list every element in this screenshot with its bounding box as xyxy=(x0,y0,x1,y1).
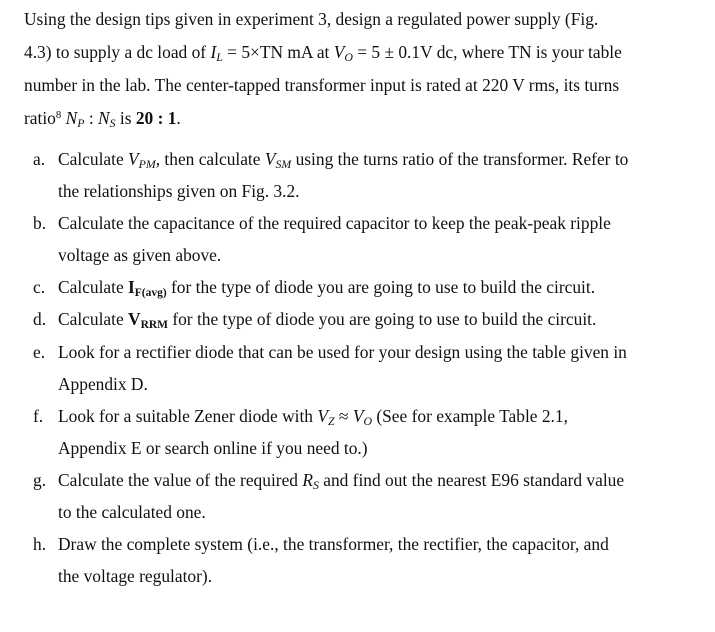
item-line: the relationships given on Fig. 3.2. xyxy=(58,181,300,202)
load-current-symbol: $I_L$ xyxy=(210,42,223,64)
item-line: Appendix D. xyxy=(58,373,148,394)
vsm-symbol: $V_{SM}$ xyxy=(264,149,292,171)
vrrm-symbol: VRRM xyxy=(128,309,168,332)
item-line: Calculate the value of the required $R_S$ and find out the nearest E96 standard value xyxy=(58,469,625,492)
secondary-turns-symbol: $N_S$ xyxy=(98,108,116,130)
list-item xyxy=(0,400,715,464)
list-marker: h. xyxy=(33,534,47,555)
item-line: Calculate the capacitance of the required capacitor to keep the peak-peak ripple xyxy=(58,213,611,234)
item-line: to the calculated one. xyxy=(58,502,206,523)
list-item xyxy=(0,336,715,400)
rs-symbol: $R_S$ xyxy=(302,469,319,492)
intro-paragraph xyxy=(24,3,704,135)
vz-symbol: $V_Z$ xyxy=(317,405,335,428)
if-avg-symbol: IF(avg) xyxy=(128,277,167,300)
intro-line-2 xyxy=(24,36,704,69)
primary-turns-symbol: $N_P$ xyxy=(65,108,85,130)
task-list xyxy=(0,143,715,592)
vo-symbol: $V_O$ xyxy=(352,405,372,428)
item-line: Draw the complete system (i.e., the transformer, the rectifier, the capacitor, and xyxy=(58,534,609,555)
vpm-symbol: $V_{PM}$ xyxy=(128,149,156,171)
intro-text: 4.3) to supply a dc load of xyxy=(24,42,211,62)
turns-ratio-value: 20 : 1 xyxy=(135,108,177,128)
list-marker: a. xyxy=(33,149,46,169)
list-item xyxy=(0,464,715,528)
list-item xyxy=(0,528,715,592)
intro-line-3: number in the lab. The center-tapped transformer input is rated at 220 V rms, its turns xyxy=(24,75,620,95)
item-line: the voltage regulator). xyxy=(58,566,213,587)
item-line: Calculate $V_{PM}$, then calculate $V_{SM}$ using the turns ratio of the transformer. Refer to xyxy=(58,149,629,171)
list-marker: c. xyxy=(33,277,46,298)
output-voltage-symbol: $V_O$ xyxy=(333,42,353,64)
intro-line-1: Using the design tips given in experiment 3, design a regulated power supply (Fig. xyxy=(24,9,599,29)
intro-text: = 5 ± 0.1V dc, where TN is your table xyxy=(352,42,622,62)
list-marker: e. xyxy=(33,341,46,362)
item-line: Appendix E or search online if you need to.) xyxy=(58,437,368,458)
list-marker: g. xyxy=(33,469,47,490)
intro-text: = 5×TN mA at xyxy=(222,42,334,62)
item-line: voltage as given above. xyxy=(58,245,222,266)
list-item xyxy=(0,303,715,335)
list-marker: d. xyxy=(33,309,47,330)
list-marker: b. xyxy=(33,213,47,234)
item-line: Look for a rectifier diode that can be used for your design using the table given in xyxy=(58,341,627,362)
item-line: Look for a suitable Zener diode with $V_Z \approx V_O$ (See for example Table 2.1, xyxy=(58,405,568,428)
item-line: Calculate VRRM for the type of diode you are going to use to build the circuit. xyxy=(58,309,597,332)
intro-line-4: ratio$^8$ $N_P$ : $N_S$ is 20 : 1. xyxy=(24,108,181,130)
list-item xyxy=(0,271,715,303)
footnote-marker: 8 xyxy=(55,109,62,122)
item-line: Calculate IF(avg) for the type of diode you are going to use to build the circuit. xyxy=(58,277,596,300)
list-marker: f. xyxy=(33,405,44,426)
list-item xyxy=(0,143,715,207)
list-item xyxy=(0,207,715,271)
